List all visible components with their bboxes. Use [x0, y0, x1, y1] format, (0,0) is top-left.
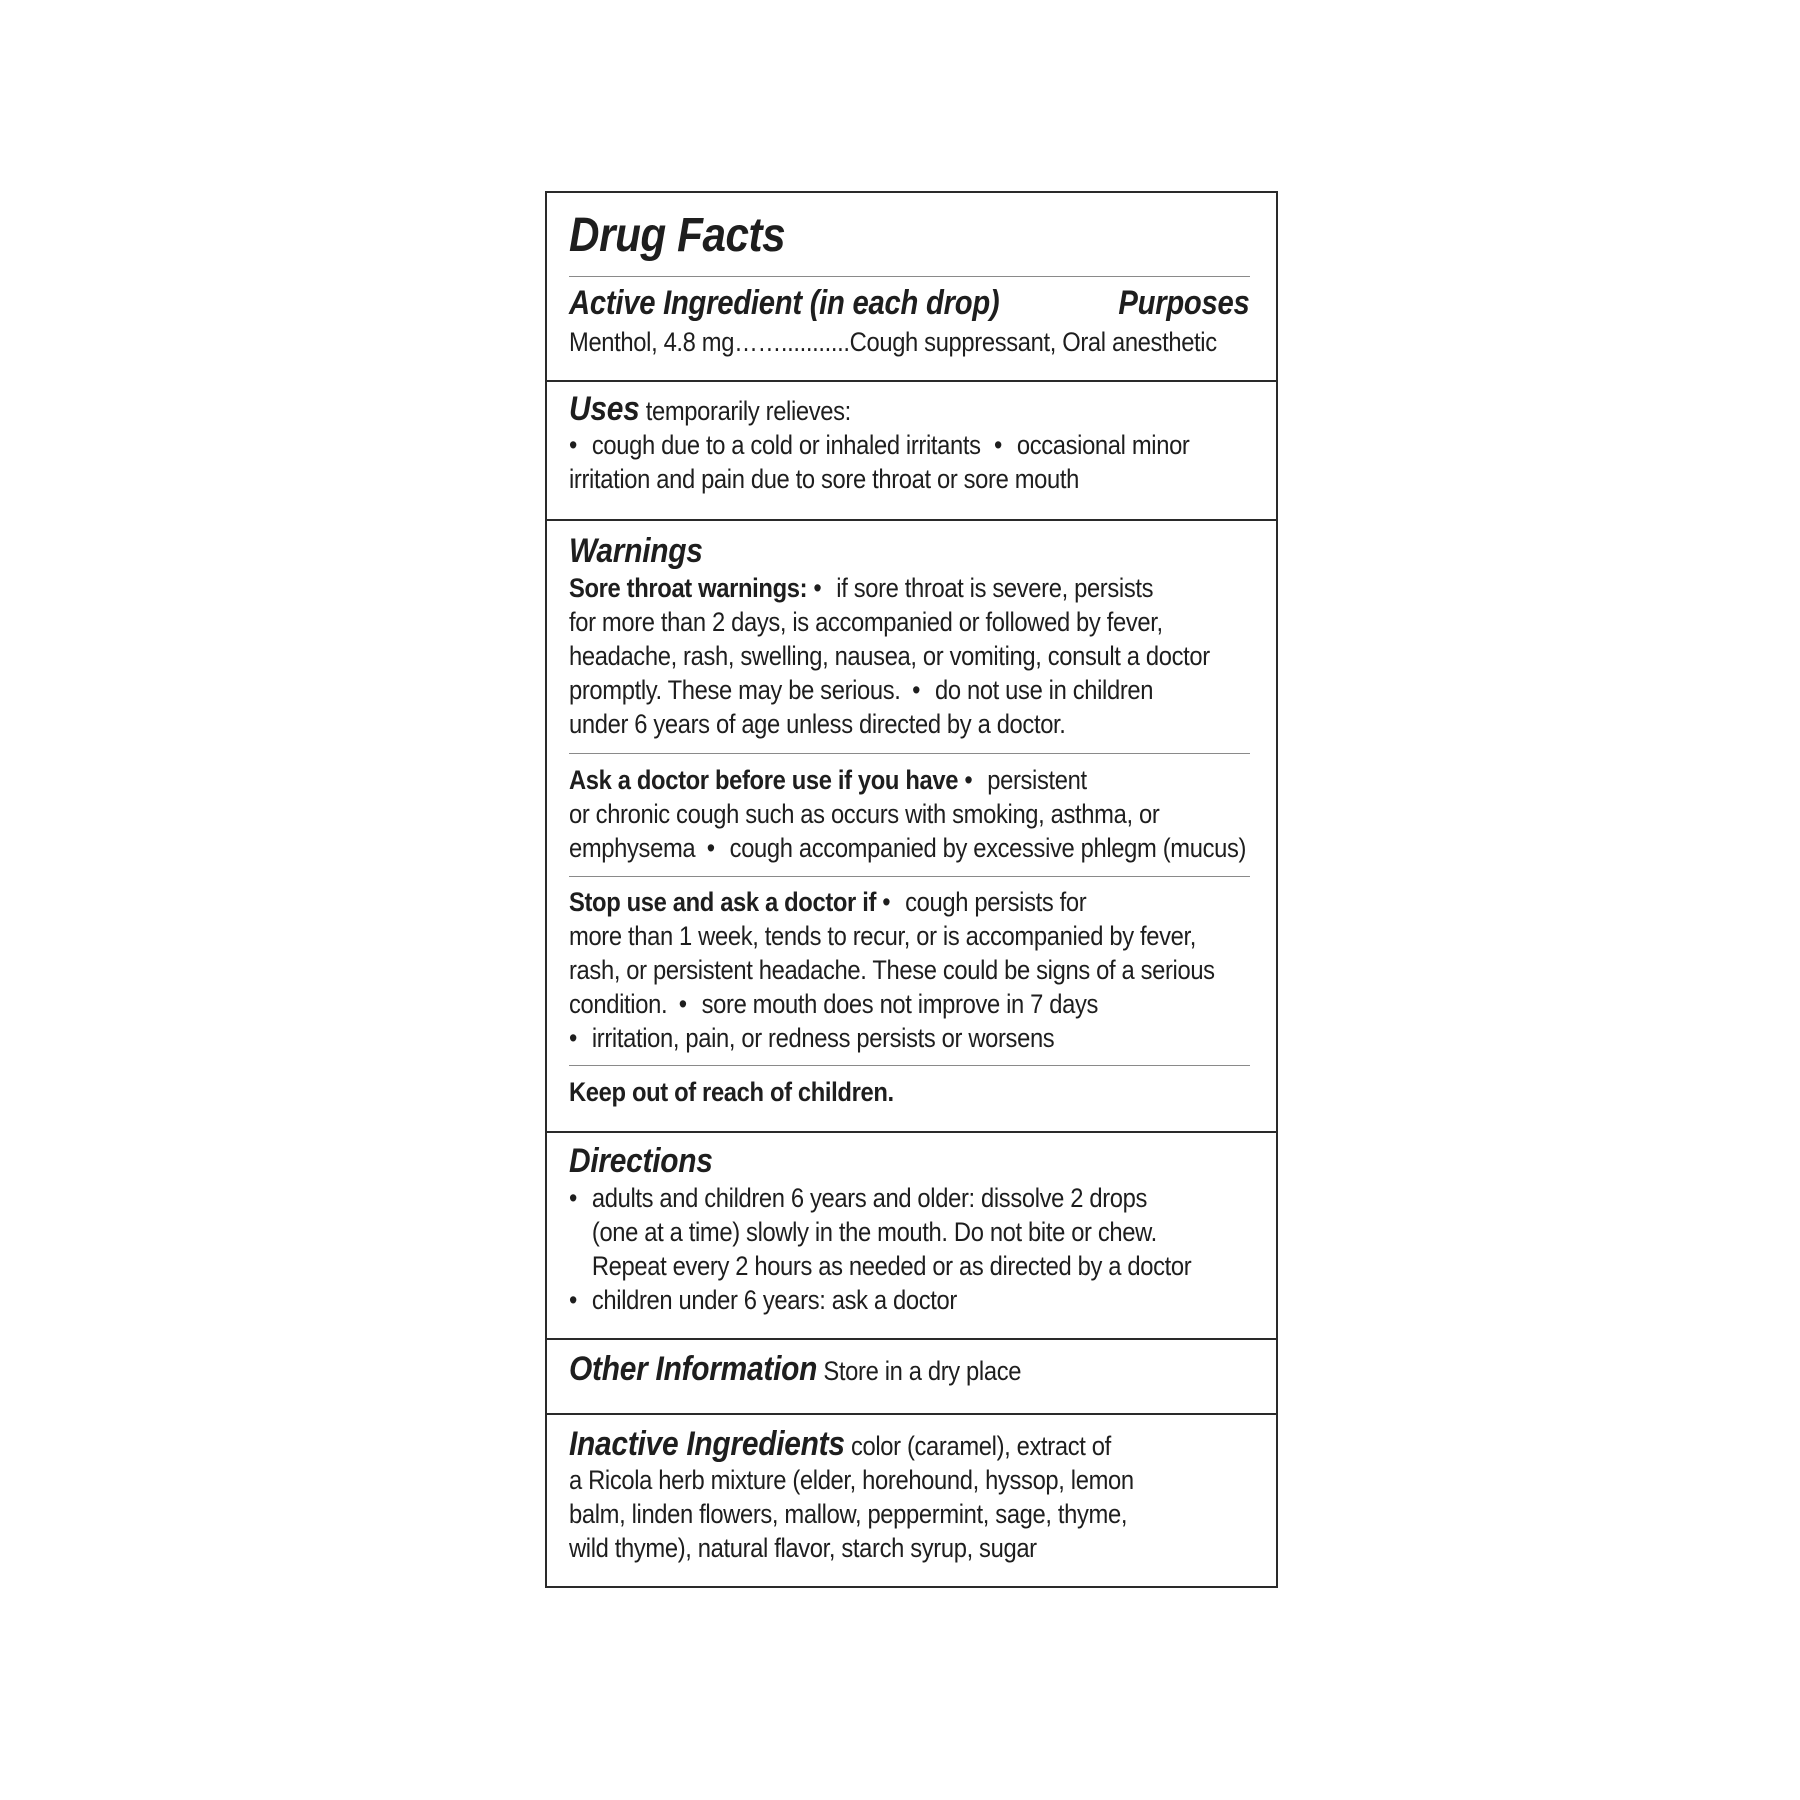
stop-use-label: Stop use and ask a doctor if [569, 887, 877, 917]
sore-throat-line-5: under 6 years of age unless directed by a doctor. [569, 709, 1066, 739]
ask-doctor-text: emphysema [569, 833, 696, 863]
directions-adults: adults and children 6 years and older: dissolve 2 drops [591, 1183, 1148, 1213]
bullet: • [993, 430, 1002, 460]
bullet: • [569, 430, 577, 460]
warnings-divider-2 [569, 876, 1250, 877]
active-ingredient-heading: Active Ingredient (in each drop) [569, 284, 1000, 322]
warnings-heading: Warnings [569, 532, 703, 570]
leader-dots: ……........... [734, 327, 850, 357]
ingredient-purpose: Cough suppressant, Oral anesthetic [849, 327, 1217, 357]
directions-item-1-line-2: (one at a time) slowly in the mouth. Do not bite or chew. [591, 1217, 1157, 1247]
uses-header-line [569, 392, 1168, 428]
uses-item-cough: cough due to a cold or inhaled irritants [591, 430, 981, 460]
uses-line-2: irritation and pain due to sore throat or sore mouth [569, 464, 1080, 494]
inactive-text: color (caramel), extract of [850, 1431, 1111, 1461]
directions-item-1-line-3: Repeat every 2 hours as needed or as directed by a doctor [591, 1251, 1192, 1281]
active-ingredient-row [569, 325, 1217, 359]
uses-line-1 [569, 428, 1190, 462]
uses-section [547, 380, 1276, 521]
inactive-line-4: wild thyme), natural flavor, starch syrup, sugar [569, 1533, 1037, 1563]
uses-item-minor: occasional minor [1016, 430, 1190, 460]
other-information-line [569, 1352, 1168, 1388]
directions-item-1-line-1 [569, 1181, 1168, 1215]
active-ingredient-section [547, 193, 1276, 382]
stop-use-line-3: rash, or persistent headache. These could be signs of a serious [569, 955, 1215, 985]
other-information-section [547, 1338, 1276, 1415]
stop-use-mouth: sore mouth does not improve in 7 days [701, 989, 1099, 1019]
sore-throat-line-2: for more than 2 days, is accompanied or followed by fever, [569, 607, 1163, 637]
other-information-text: Store in a dry place [823, 1356, 1022, 1386]
warnings-divider-1 [569, 753, 1250, 754]
sore-throat-line-3: headache, rash, swelling, nausea, or vomiting, consult a doctor [569, 641, 1210, 671]
directions-children: children under 6 years: ask a doctor [591, 1285, 957, 1315]
directions-section [547, 1131, 1276, 1340]
ingredient-name: Menthol, 4.8 mg [569, 327, 735, 357]
bullet: • [569, 1183, 577, 1213]
sore-throat-children: do not use in children [934, 675, 1154, 705]
bullet: • [569, 1285, 577, 1315]
bullet: • [813, 573, 822, 603]
directions-item-2 [569, 1283, 1168, 1317]
ask-doctor-label: Ask a doctor before use if you have [569, 765, 959, 795]
bullet: • [706, 833, 715, 863]
inactive-line-3: balm, linden flowers, mallow, peppermint, sage, thyme, [569, 1499, 1128, 1529]
stop-use-irritation: irritation, pain, or redness persists or worsens [591, 1023, 1055, 1053]
stop-use-line-1 [569, 885, 1168, 919]
sore-throat-line-1 [569, 571, 1168, 605]
bullet: • [678, 989, 687, 1019]
stop-use-line-5 [569, 1021, 1168, 1055]
sore-throat-label: Sore throat warnings: [569, 573, 808, 603]
inactive-line-2: a Ricola herb mixture (elder, horehound, hyssop, lemon [569, 1465, 1134, 1495]
sore-throat-text: promptly. These may be serious. [569, 675, 901, 705]
keep-out-of-reach: Keep out of reach of children. [569, 1077, 894, 1107]
ask-doctor-line-2: or chronic cough such as occurs with smoking, asthma, or [569, 799, 1160, 829]
uses-heading: Uses [569, 390, 640, 428]
warnings-divider-3 [569, 1065, 1250, 1066]
bullet: • [912, 675, 921, 705]
stop-use-text: condition. [569, 989, 668, 1019]
inactive-line-1 [569, 1427, 1168, 1463]
sore-throat-text: if sore throat is severe, persists [836, 573, 1154, 603]
ask-doctor-line-3 [569, 831, 1247, 865]
inactive-ingredients-heading: Inactive Ingredients [569, 1425, 845, 1463]
stop-use-line-4 [569, 987, 1168, 1021]
sore-throat-line-4 [569, 673, 1168, 707]
title-divider [569, 276, 1250, 277]
page-title: Drug Facts [569, 209, 786, 262]
stop-use-text: cough persists for [905, 887, 1087, 917]
purposes-heading: Purposes [1118, 284, 1250, 322]
drug-facts-panel [545, 191, 1278, 1588]
bullet: • [882, 887, 891, 917]
warnings-section [547, 519, 1276, 1133]
ask-doctor-line-1 [569, 763, 1168, 797]
ask-doctor-phlegm: cough accompanied by excessive phlegm (mucus) [729, 833, 1247, 863]
bullet: • [964, 765, 973, 795]
inactive-ingredients-section [547, 1413, 1276, 1586]
directions-heading: Directions [569, 1142, 713, 1180]
bullet: • [569, 1023, 577, 1053]
stop-use-line-2: more than 1 week, tends to recur, or is accompanied by fever, [569, 921, 1196, 951]
ask-doctor-text: persistent [987, 765, 1087, 795]
uses-intro: temporarily relieves: [645, 396, 851, 426]
other-information-heading: Other Information [569, 1350, 818, 1388]
